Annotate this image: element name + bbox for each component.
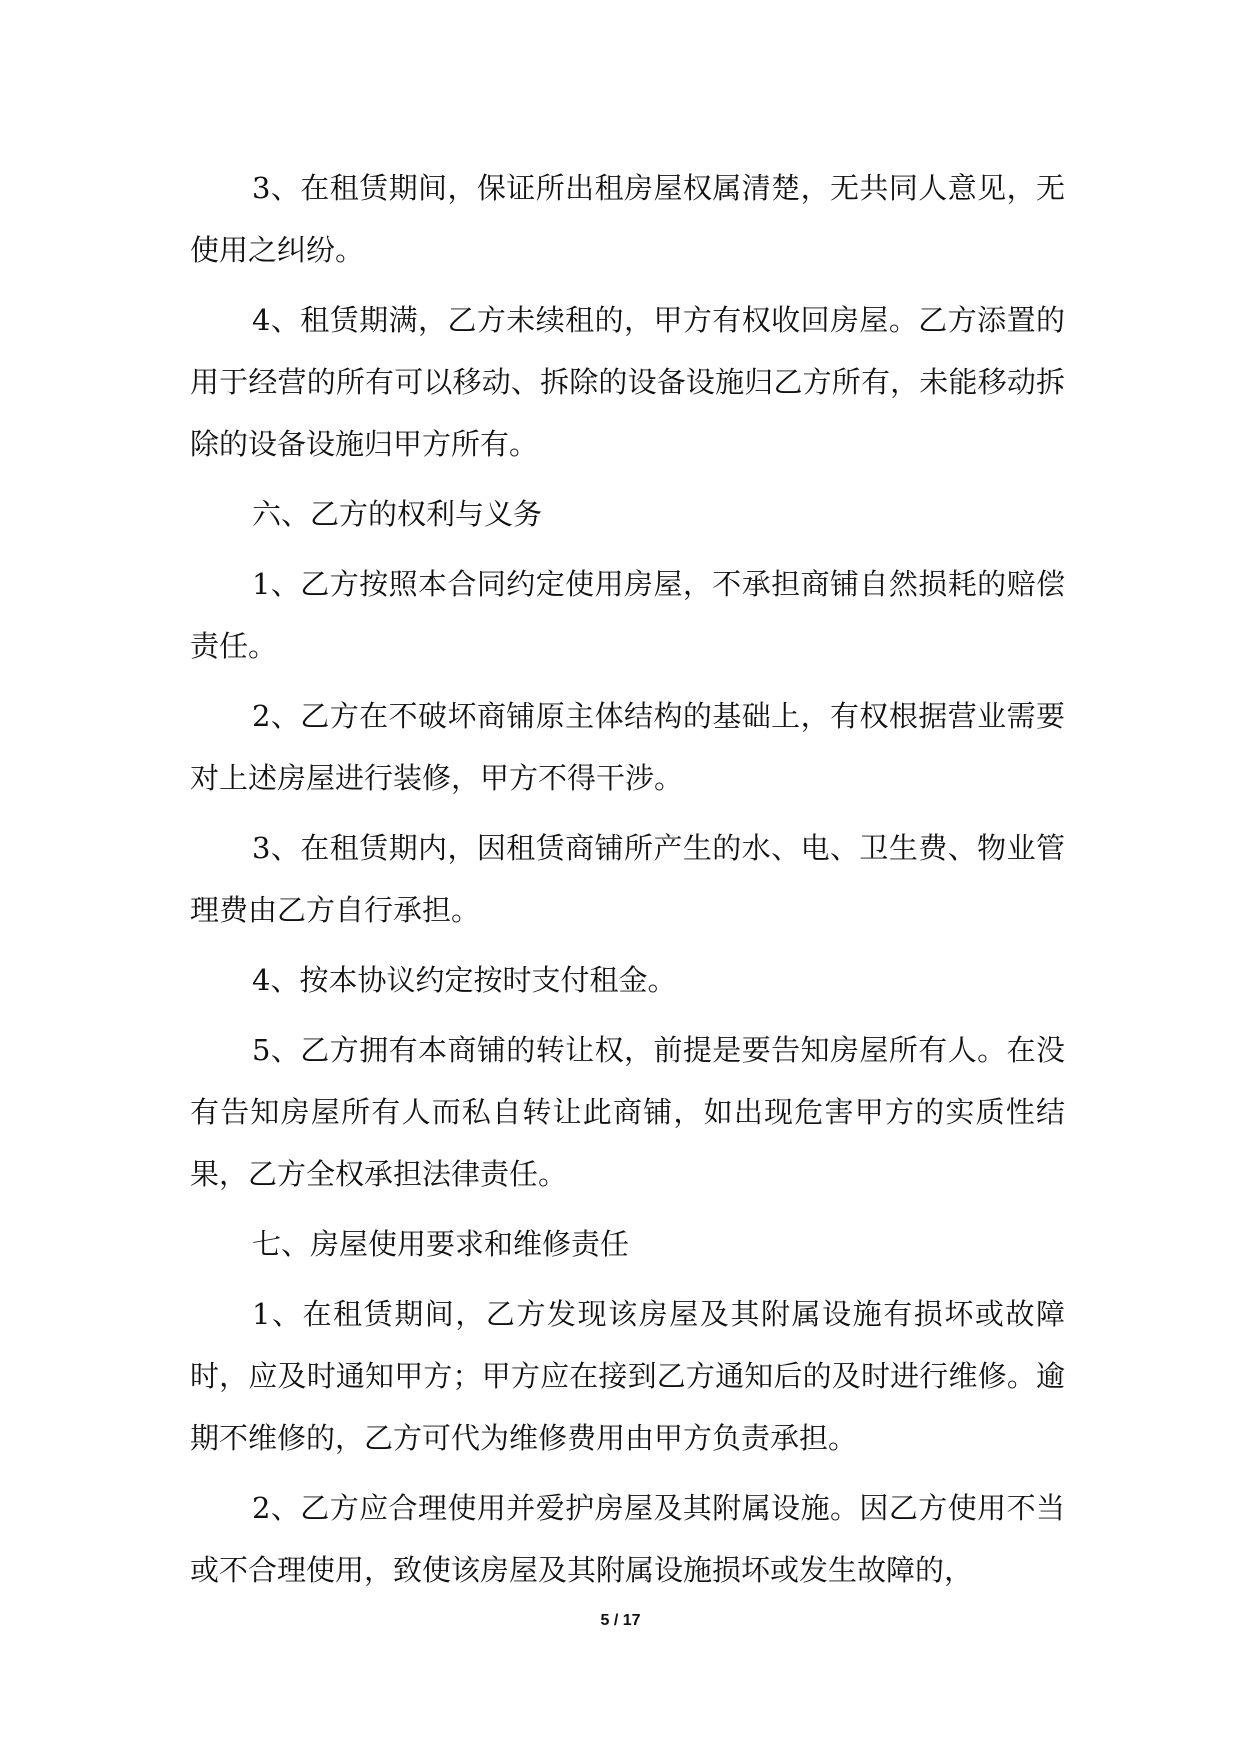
paragraph-4: 2、乙方在不破坏商铺原主体结构的基础上，有权根据营业需要对上述房屋进行装修，甲方不得干涉。 [190,699,1065,795]
paragraph-5: 3、在租赁期内，因租赁商铺所产生的水、电、卫生费、物业管理费由乙方自行承担。 [190,831,1065,927]
document-body [190,157,1065,1609]
page-number: 5 / 17 [600,1612,641,1629]
section-heading-6: 六、乙方的权利与义务 [252,497,543,531]
section-heading-7: 七、房屋使用要求和维修责任 [252,1227,630,1261]
paragraph-9: 2、乙方应合理使用并爱护房屋及其附属设施。因乙方使用不当或不合理使用，致使该房屋及其附属设施损坏或发生故障的， [190,1491,1065,1587]
paragraph-2: 4、租赁期满，乙方未续租的，甲方有权收回房屋。乙方添置的用于经营的所有可以移动、拆除的设备设施归乙方所有，未能移动拆除的设备设施归甲方所有。 [190,303,1065,461]
paragraph-3: 1、乙方按照本合同约定使用房屋，不承担商铺自然损耗的赔偿责任。 [190,567,1065,663]
paragraph-8: 1、在租赁期间，乙方发现该房屋及其附属设施有损坏或故障时，应及时通知甲方；甲方应在接到乙方通知后的及时进行维修。逾期不维修的，乙方可代为维修费用由甲方负责承担。 [190,1297,1065,1455]
paragraph-7: 5、乙方拥有本商铺的转让权，前提是要告知房屋所有人。在没有告知房屋所有人而私自转让此商铺，如出现危害甲方的实质性结果，乙方全权承担法律责任。 [190,1033,1065,1191]
paragraph-1: 3、在租赁期间，保证所出租房屋权属清楚，无共同人意见，无使用之纠纷。 [190,171,1065,267]
paragraph-6: 4、按本协议约定按时支付租金。 [252,963,677,997]
